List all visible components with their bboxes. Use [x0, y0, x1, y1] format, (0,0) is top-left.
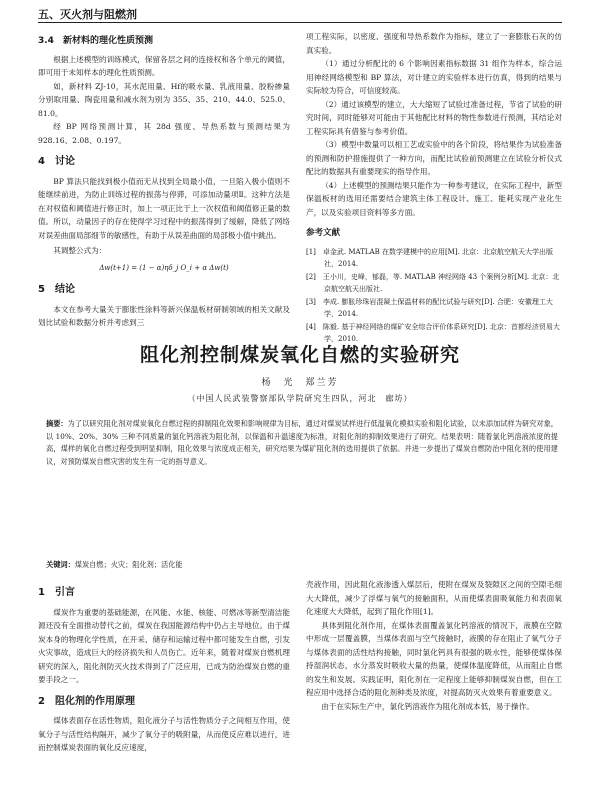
affiliation: （中国人民武装警察部队学院研究生四队，河北 廊坊） [187, 394, 413, 403]
keywords [46, 560, 558, 570]
right-column-bottom [306, 578, 562, 713]
conclusion-item: （2）通过该模型的建立，大大缩短了试验过准备过程，节省了试验的研究时间，同时能够对可能由于其他配比材料的物性参数进行预测，其结论对工程实际具有借鉴与参考价值。 [306, 99, 562, 136]
conclusion-item: （1）通过分析配比的 6 个影响因素指标数据 31 组作为样本，综合运用神经网络模型和 BP 算法，对计建立的实验样本进行仿真，得到的结果与实际较为符合，可信度较高。 [306, 59, 562, 95]
paragraph: 经 BP 网络预测计算，其 28d 强度、导热系数与预测结果为 928.16、2.08、0.197。 [38, 122, 290, 145]
left-column-top [38, 30, 290, 330]
section-5-heading: 5 结论 [38, 284, 75, 295]
reference-item: [4] 陈毅. 基于神经网络的煤矿安全综合评价体系研究[D]. 北京：首都经济贸易大学，2010. [306, 322, 560, 343]
references-heading: 参考文献 [306, 228, 341, 238]
section-2-heading: 2 阻化剂的作用原理 [38, 695, 135, 707]
abstract [46, 418, 558, 468]
paragraph: 根据上述模型的训练模式，保留各层之间的连接权和各个单元的阈值，即可用于未知样本的理化性质预测。 [38, 54, 290, 77]
running-head: 五、灭火剂与阻燃剂 [38, 8, 137, 21]
keywords-label: 关键词： [46, 560, 75, 569]
paragraph: 由于在实际生产中，氯化钙溶液作为阻化剂成本低，易于操作。 [321, 701, 534, 711]
left-column-bottom [38, 578, 290, 755]
paragraph: 项工程实际，以密度、强度和导热系数作为指标，建立了一套膨胀石灰的仿真实验。 [306, 32, 562, 55]
keywords-text: 煤炭自燃；火灾；阻化剂；活化能 [74, 560, 183, 569]
reference-item: [1] 卓金武. MATLAB 在数学建模中的应用[M]. 北京：北京航空航天大学出版社，2014. [306, 247, 554, 268]
paragraph: 如，新材料 ZJ-10，其水泥用量、Hf的吸水量、乳液用量、胶粉掺量分别取用量、陶瓷用量和减水剂为别为 355、35、210、44.0、525.0、81.0。 [38, 81, 290, 118]
paragraph: 煤体表面存在活性物质，阻化液分子与活性物质分子之间相互作用，使氧分子与活性结构隔开，减少了氧分子的吸附量，从而使反应难以进行，进而控制煤炭表面的氧化反应速度， [38, 716, 290, 752]
abstract-label: 摘要： [46, 419, 68, 428]
formula-label: 其调整公式为： [53, 246, 107, 255]
conclusion-item: （3）模型中数量可以相工艺或实验中的各个阶段，将结果作为试验准备的预测和防护措施提供了一种方向，而配比试验前预测建立在试验分析仪式配比的数据具有重要现实的指导作用。 [306, 140, 562, 176]
reference-item: [2] 王小川，史峰，郁磊，等. MATLAB 神经网络 43 个案例分析[M]. 北京：北京航空航天出版社. [306, 272, 560, 293]
header-rule [38, 22, 562, 23]
paragraph: 壳液作用，因此阻化液渗透入煤层后，使附在煤炭及裂隙区之间的空隙毛细大大降低，减少了浮煤与氧气的接触面积，从而使煤表面吸氧能力和表面氧化速度大大降低，起到了阻化作用[1]。 [306, 580, 562, 616]
formula: Δw(t+1) = (1 − α)ηδ_j O_i + α Δw(t) [99, 263, 229, 272]
conclusion-item: （4）上述模型的预测结果只能作为一种参考建议，在实际工程中，新型保温板材的选用还需要结合建筑主体工程设计、施工、能耗实现产业化生产，以及实验项目资料等多方面。 [306, 180, 562, 217]
abstract-text: 为了以研究阻化剂对煤炭氧化自燃过程的抑制阻化效果和影响规律为目标，通过对煤炭试样进行低温氧化模拟实验和阻化试验，以未添加试样为研究对象，以 10%、20%、30% 三种不同质量的氯化钙溶液为阻化剂，以保温和升温速度为标准，对阻化剂的抑制效果进行了研究。结果表明：随着氯化钙溶液浓度的提高，煤样的氧化自燃过程受到明显抑制，阻化效果与浓度成正相关，研究结果为煤矿阻化剂的选用提供了依据。并进一步提出了煤炭自燃防治中阻化剂的使用建议，对预防煤炭自燃灾害的发生有一定的指导意义。 [46, 419, 558, 466]
paragraph: 煤炭作为重要的基础能源，在风能、水能、核能、可燃冰等新型清洁能源还没有全面推动替代之前，煤炭在我国能源结构中仍占主导地位。由于煤炭本身的物理化学性质，在开采、储存和运输过程中都可能发生自燃，引发火灾事故，造成巨大的经济损失和人员伤亡。近年来，随着对煤炭自燃机理研究的深入，阻化剂防灭火技术得到了广泛应用，已成为防治煤炭自燃的重要手段之一。 [38, 607, 290, 684]
section-4-heading: 4 讨论 [38, 156, 75, 167]
section-1-heading: 1 引言 [38, 587, 75, 598]
section-3-4-heading: 3.4 新材料的理化性质预测 [38, 36, 153, 46]
article-title: 阻化剂控制煤炭氧化自燃的实验研究 [139, 344, 460, 366]
paragraph: 本文在参考大量关于膨胀性涂料等新兴保温板材研制领域的相关文献及划比试验和数据分析并考虑到三 [38, 304, 290, 327]
right-column-top [306, 30, 562, 346]
reference-item: [3] 李成. 膨胀珍珠岩混凝土保温材料的配比试验与研究[D]. 合肥：安徽理工大学，2014. [306, 297, 553, 318]
paragraph: 具体到阻化剂作用，在煤体表面覆盖氯化钙溶液的情况下，液膜在空隙中形成一层覆盖膜，当煤体表面与空气接触时，液膜的存在阻止了氧气分子与煤体表面的活性结构接触，同时氯化钙具有很强的吸水性，能够使煤体保持湿润状态，水分蒸发时吸收大量的热量，使煤体温度降低，从而阻止自燃的发生和发展。实践证明，阻化剂在一定程度上能够抑制煤炭自燃，但在工程应用中选择合适的阻化剂种类及浓度，对提高防灭火效果有着重要意义。 [306, 620, 562, 697]
authors: 杨 光 郑兰芳 [261, 378, 339, 388]
paragraph: BP 算法只能找到极小值而无从找到全局最小值，一旦陷入极小值则不能继续前进，为防止训练过程的振荡与停滞，可添加动量项Ⅱ。这种方法是在对权值和阈值进行修正时，加上一项正比于上一次权值和阈值修正量的数值。所以，动量因子的存在使得学习过程中的振荡得到了缓解，降低了网络对误差曲面局部细节的敏感性，有助于从误差曲面的局部极小值中跳出。 [38, 176, 290, 240]
